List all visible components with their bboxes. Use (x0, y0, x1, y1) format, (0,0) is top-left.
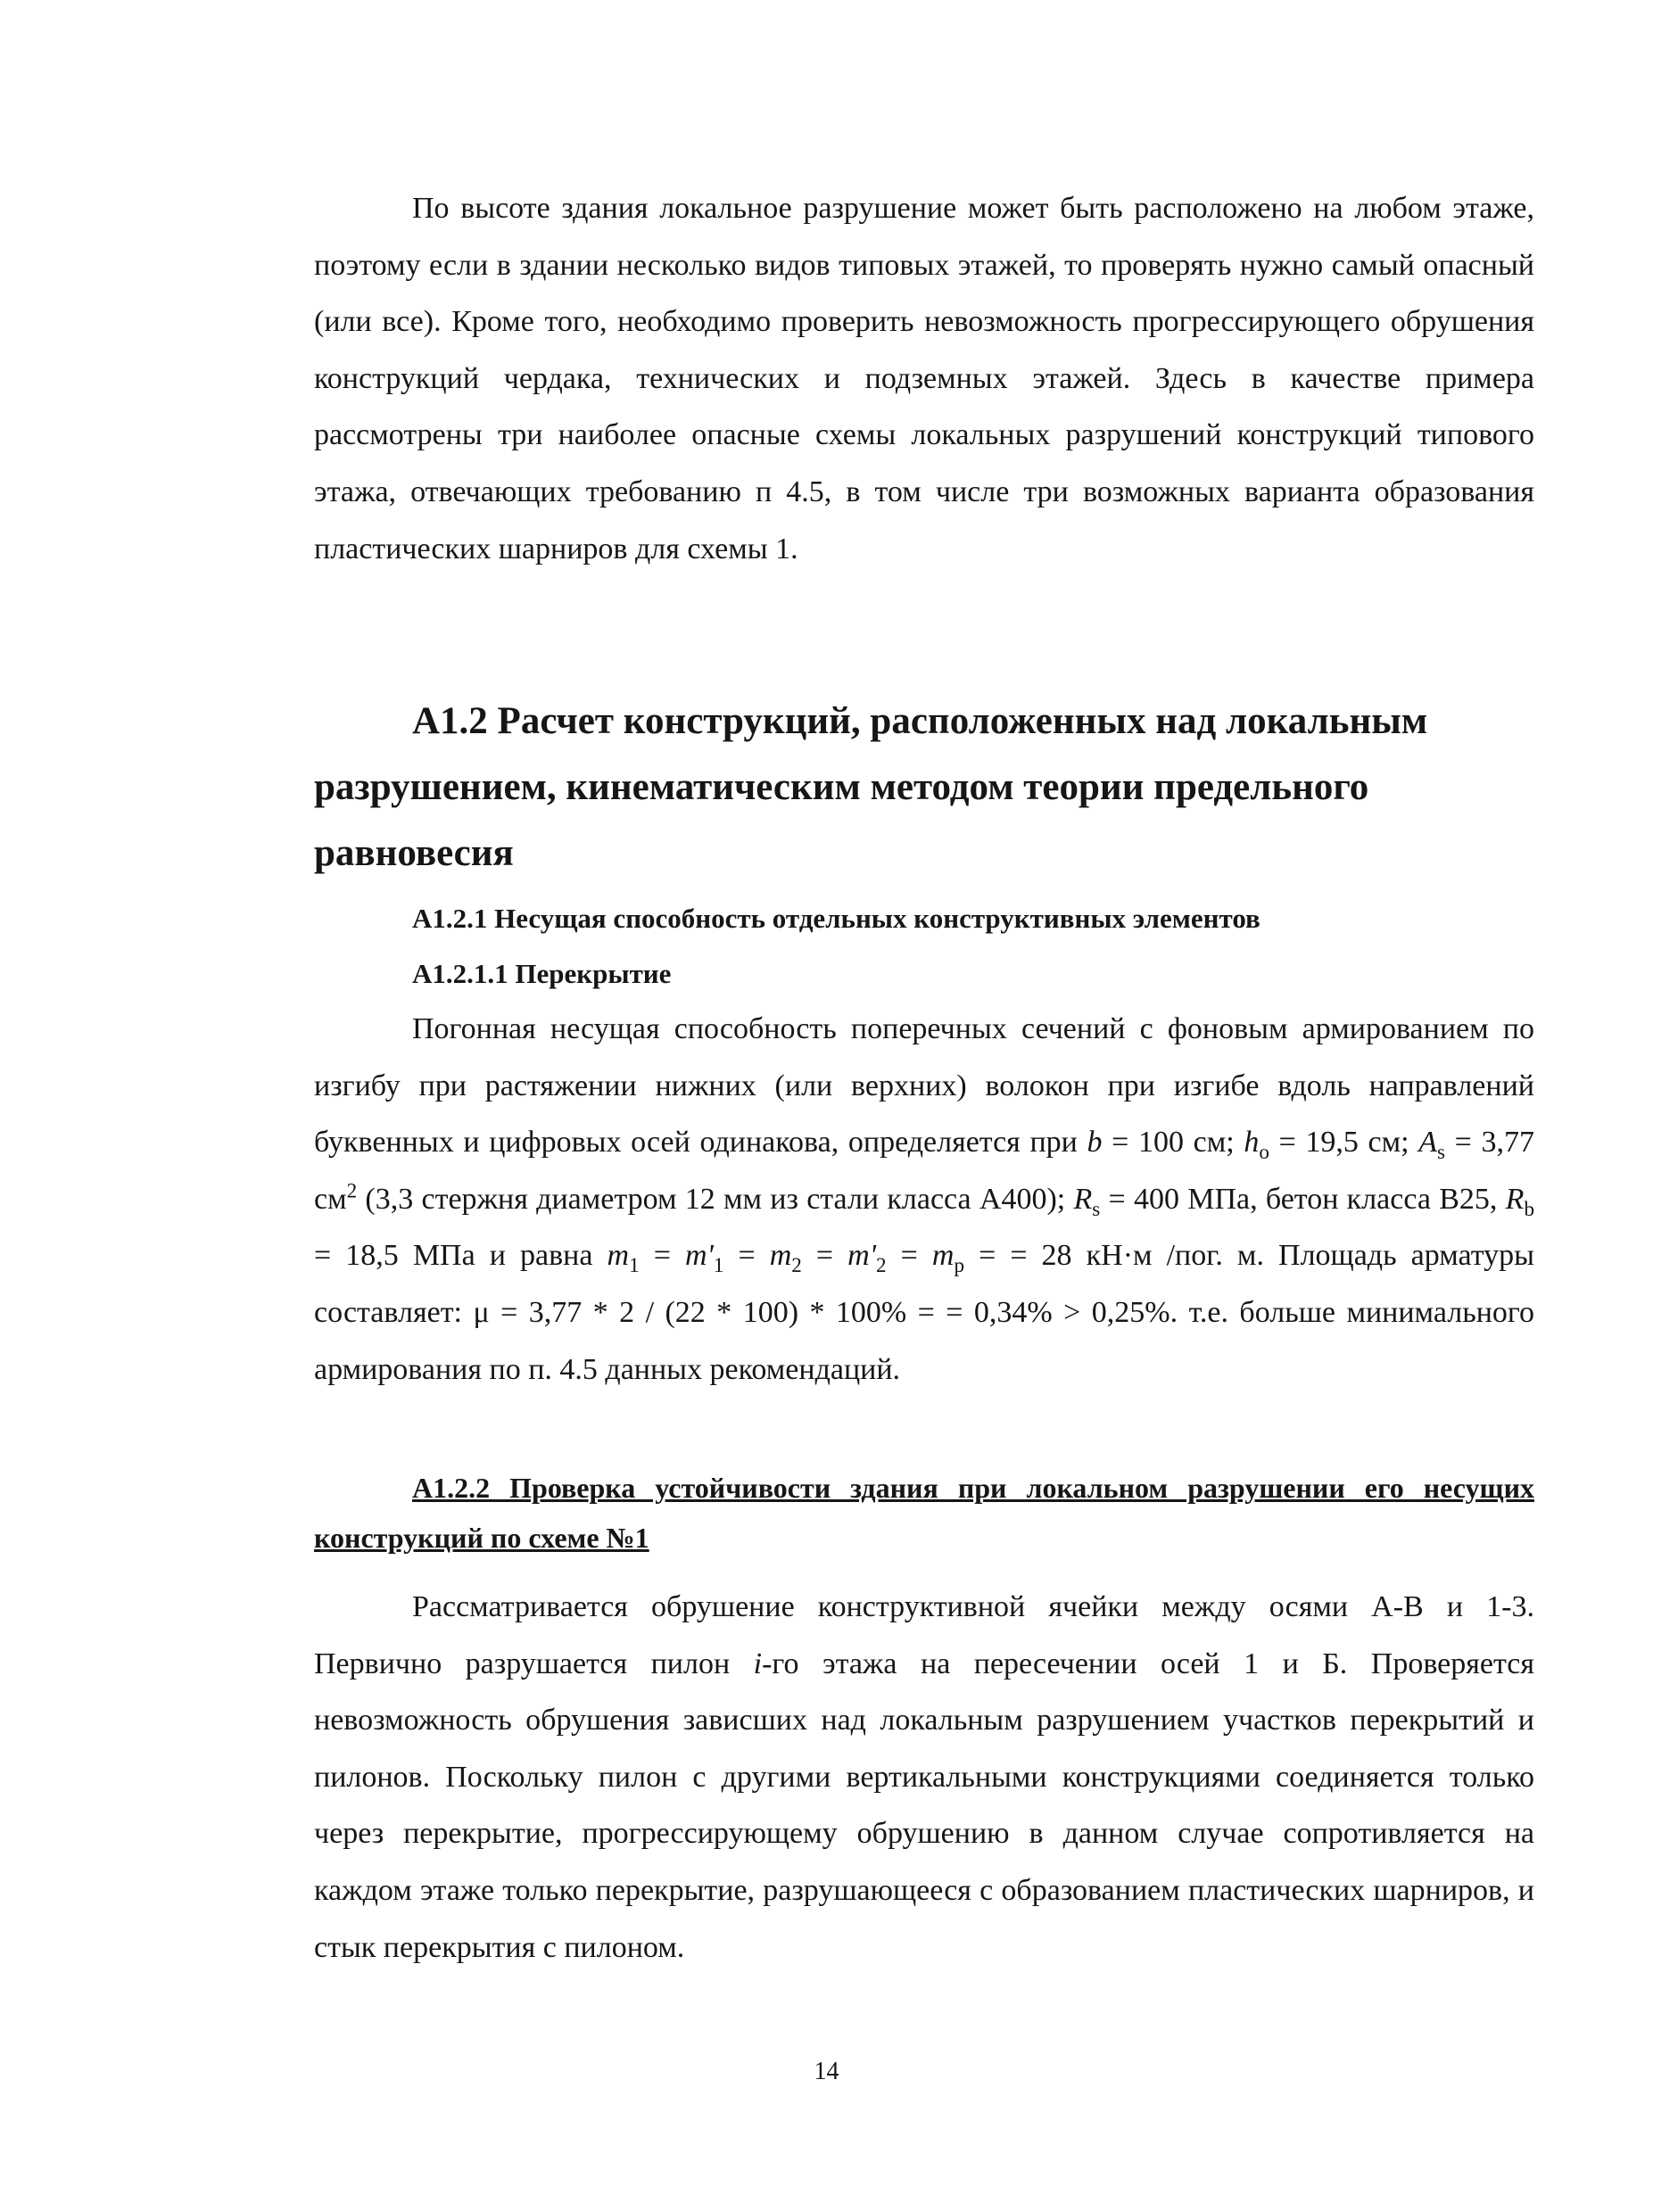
text-run: Рассматривается обрушение конструктивной ячейки между осями А-В и 1-3. Первично разрушается пилон (314, 1590, 1534, 1680)
text-run: = (639, 1239, 685, 1273)
text-run: (3,3 стержня диаметром 12 мм из стали класса А400); (357, 1182, 1074, 1216)
m1-subscript: 1 (629, 1254, 640, 1278)
h-subscript: o (1259, 1140, 1269, 1164)
text-run: = 19,5 см; (1269, 1126, 1419, 1160)
cm-superscript: 2 (346, 1179, 358, 1203)
text-run: = 400 МПа, бетон класса В25, (1100, 1182, 1506, 1216)
text-run: -го этажа на пересечении осей 1 и Б. Проверяется невозможность обрушения зависших над локальным разрушением участков перекрытий и пилонов. Поскольку пилон с другими вертикальными конструкциями соединяется только через перекрытие, прогрессирующему обрушению в данном случае сопротивляется на каждом этаже только перекрытие, разрушающееся с образованием пластических шарниров, и стык перекрытия с пилоном. (314, 1647, 1534, 1964)
m2-symbol: m (769, 1239, 792, 1273)
subsection-heading: А1.2.1 Несущая способность отдельных конструктивных элементов (412, 903, 1260, 934)
text-run: = 100 см; (1102, 1126, 1244, 1160)
text-run: = 3,77 см (314, 1126, 1534, 1216)
h-symbol: h (1244, 1126, 1260, 1160)
rb-subscript: b (1524, 1197, 1534, 1221)
m1-prime-subscript: 1 (713, 1254, 724, 1278)
intro-paragraph: По высоте здания локальное разрушение может быть расположено на любом этаже, поэтому если в здании несколько видов типовых этажей, то проверять нужно самый опасный (или все). Кроме того, необходимо проверить невозможность прогрессирующего обрушения конструкций чердака, технических и подземных этажей. Здесь в качестве примера рассмотрены три наиболее опасные схемы локальных разрушений конструкций типового этажа, отвечающих требованию п 4.5, в том числе три возможных варианта образования пластических шарниров для схемы 1. (314, 192, 1534, 565)
text-run: = (886, 1239, 932, 1273)
rs-subscript: s (1092, 1197, 1101, 1221)
m2-subscript: 2 (791, 1254, 802, 1278)
floor-capacity-paragraph (314, 1001, 1534, 1398)
m2-prime-subscript: 2 (875, 1254, 887, 1278)
text-run: = (723, 1239, 770, 1273)
m2-prime-symbol: m' (847, 1239, 876, 1273)
rb-symbol: R (1505, 1182, 1525, 1216)
underlined-subsection-heading: А1.2.2 Проверка устойчивости здания при локальном разрушении его несущих конструкций по схеме №1 (314, 1472, 1534, 1554)
section-heading: А1.2 Расчет конструкций, расположенных над локальным разрушением, кинематическим методом теории предельного равновесия (314, 700, 1428, 874)
a-subscript: s (1437, 1140, 1446, 1164)
text-run: = = 28 кН·м /пог. м. Площадь арматуры составляет: μ = 3,77 * 2 / (22 * 100) * 100% = = 0,34% > 0,25%. т.е. больше минимального армирования по п. 4.5 данных рекомендаций. (314, 1239, 1535, 1386)
subsubsection-heading: А1.2.1.1 Перекрытие (412, 958, 672, 989)
scheme-paragraph (314, 1579, 1534, 1976)
text-run: Погонная несущая способность поперечных сечений с фоновым армированием по изгибу при растяжении нижних (или верхних) волокон при изгибе вдоль направлений буквенных и цифровых осей одинакова, определяется при (314, 1012, 1534, 1160)
m1-prime-symbol: m' (684, 1239, 714, 1273)
rs-symbol: R (1073, 1182, 1093, 1216)
text-run: = (801, 1239, 848, 1273)
mp-subscript: p (954, 1254, 964, 1278)
a-symbol: A (1418, 1126, 1438, 1160)
page-number: 14 (814, 2058, 839, 2085)
i-symbol: i (753, 1647, 763, 1680)
m1-symbol: m (607, 1239, 630, 1273)
mp-symbol: m (931, 1239, 955, 1273)
b-symbol: b (1087, 1126, 1103, 1160)
text-run: = 18,5 МПа и равна (314, 1239, 607, 1273)
